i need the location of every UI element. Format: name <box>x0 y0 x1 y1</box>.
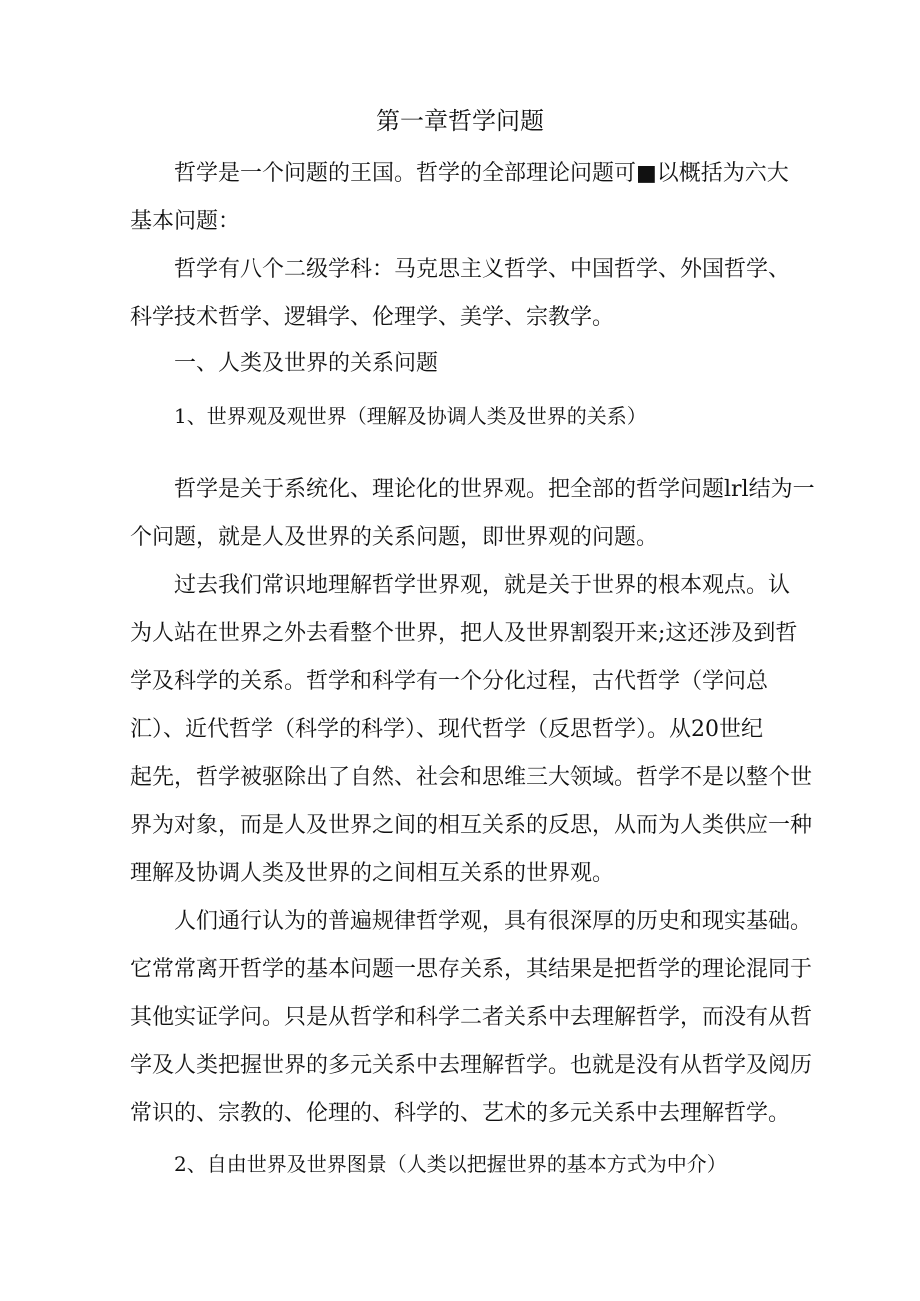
past-understanding-paragraph <box>130 562 813 898</box>
past-line-1: 过去我们常识地理解哲学世界观，就是关于世界的根本观点。认 <box>174 573 791 598</box>
disciplines-paragraph <box>130 246 798 342</box>
past-line-3: 学及科学的关系。哲学和科学有一个分化过程，古代哲学（学问总 <box>130 669 769 694</box>
chapter-title: 第一章哲学问题 <box>376 107 544 135</box>
subsection-heading-2: 2、自由世界及世界图景（人类以把握世界的基本方式为中介） <box>174 1152 727 1176</box>
past-line-6: 界为对象，而是人及世界之间的相互关系的反思，从而为人类供应一种 <box>130 813 813 838</box>
common-line-3: 其他实证学问。只是从哲学和科学二者关系中去理解哲学，而没有从哲 <box>130 1005 813 1030</box>
past-line-7: 理解及协调人类及世界的之间相互关系的世界观。 <box>130 861 615 886</box>
intro-paragraph <box>130 150 798 246</box>
past-line-4: 汇）、近代哲学（科学的科学）、现代哲学（反思哲学）。从20世纪 <box>130 717 763 742</box>
past-line-2: 为人站在世界之外去看整个世界，把人及世界割裂开来;这还涉及到哲 <box>130 621 798 646</box>
disciplines-line-1: 哲学有八个二级学科：马克思主义哲学、中国哲学、外国哲学、 <box>174 257 791 282</box>
subsection-heading-1: 1、世界观及观世界（理解及协调人类及世界的关系） <box>174 404 647 428</box>
worldview-line-1: 哲学是关于系统化、理论化的世界观。把全部的哲学问题lrl结为一 <box>174 477 815 502</box>
worldview-line-2: 个问题，就是人及世界的关系问题，即世界观的问题。 <box>130 525 659 550</box>
section-heading-1: 一、人类及世界的关系问题 <box>174 351 439 376</box>
common-line-1: 人们通行认为的普遍规律哲学观，具有很深厚的历史和现实基础。 <box>174 909 813 934</box>
worldview-paragraph <box>130 466 815 562</box>
past-line-5: 起先，哲学被驱除出了自然、社会和思维三大领域。哲学不是以整个世 <box>130 765 813 790</box>
common-line-5: 常识的、宗教的、伦理的、科学的、艺术的多元关系中去理解哲学。 <box>130 1101 791 1126</box>
common-line-2: 它常常离开哲学的基本问题一思存关系，其结果是把哲学的理论混同于 <box>130 957 813 982</box>
common-line-4: 学及人类把握世界的多元关系中去理解哲学。也就是没有从哲学及阅历 <box>130 1053 813 1078</box>
disciplines-line-2: 科学技术哲学、逻辑学、伦理学、美学、宗教学。 <box>130 305 615 330</box>
common-view-paragraph <box>130 898 813 1138</box>
intro-line-2: 基本问题： <box>130 209 241 234</box>
intro-line-1: 哲学是一个问题的王国。哲学的全部理论问题可■以概括为六大 <box>174 161 789 186</box>
